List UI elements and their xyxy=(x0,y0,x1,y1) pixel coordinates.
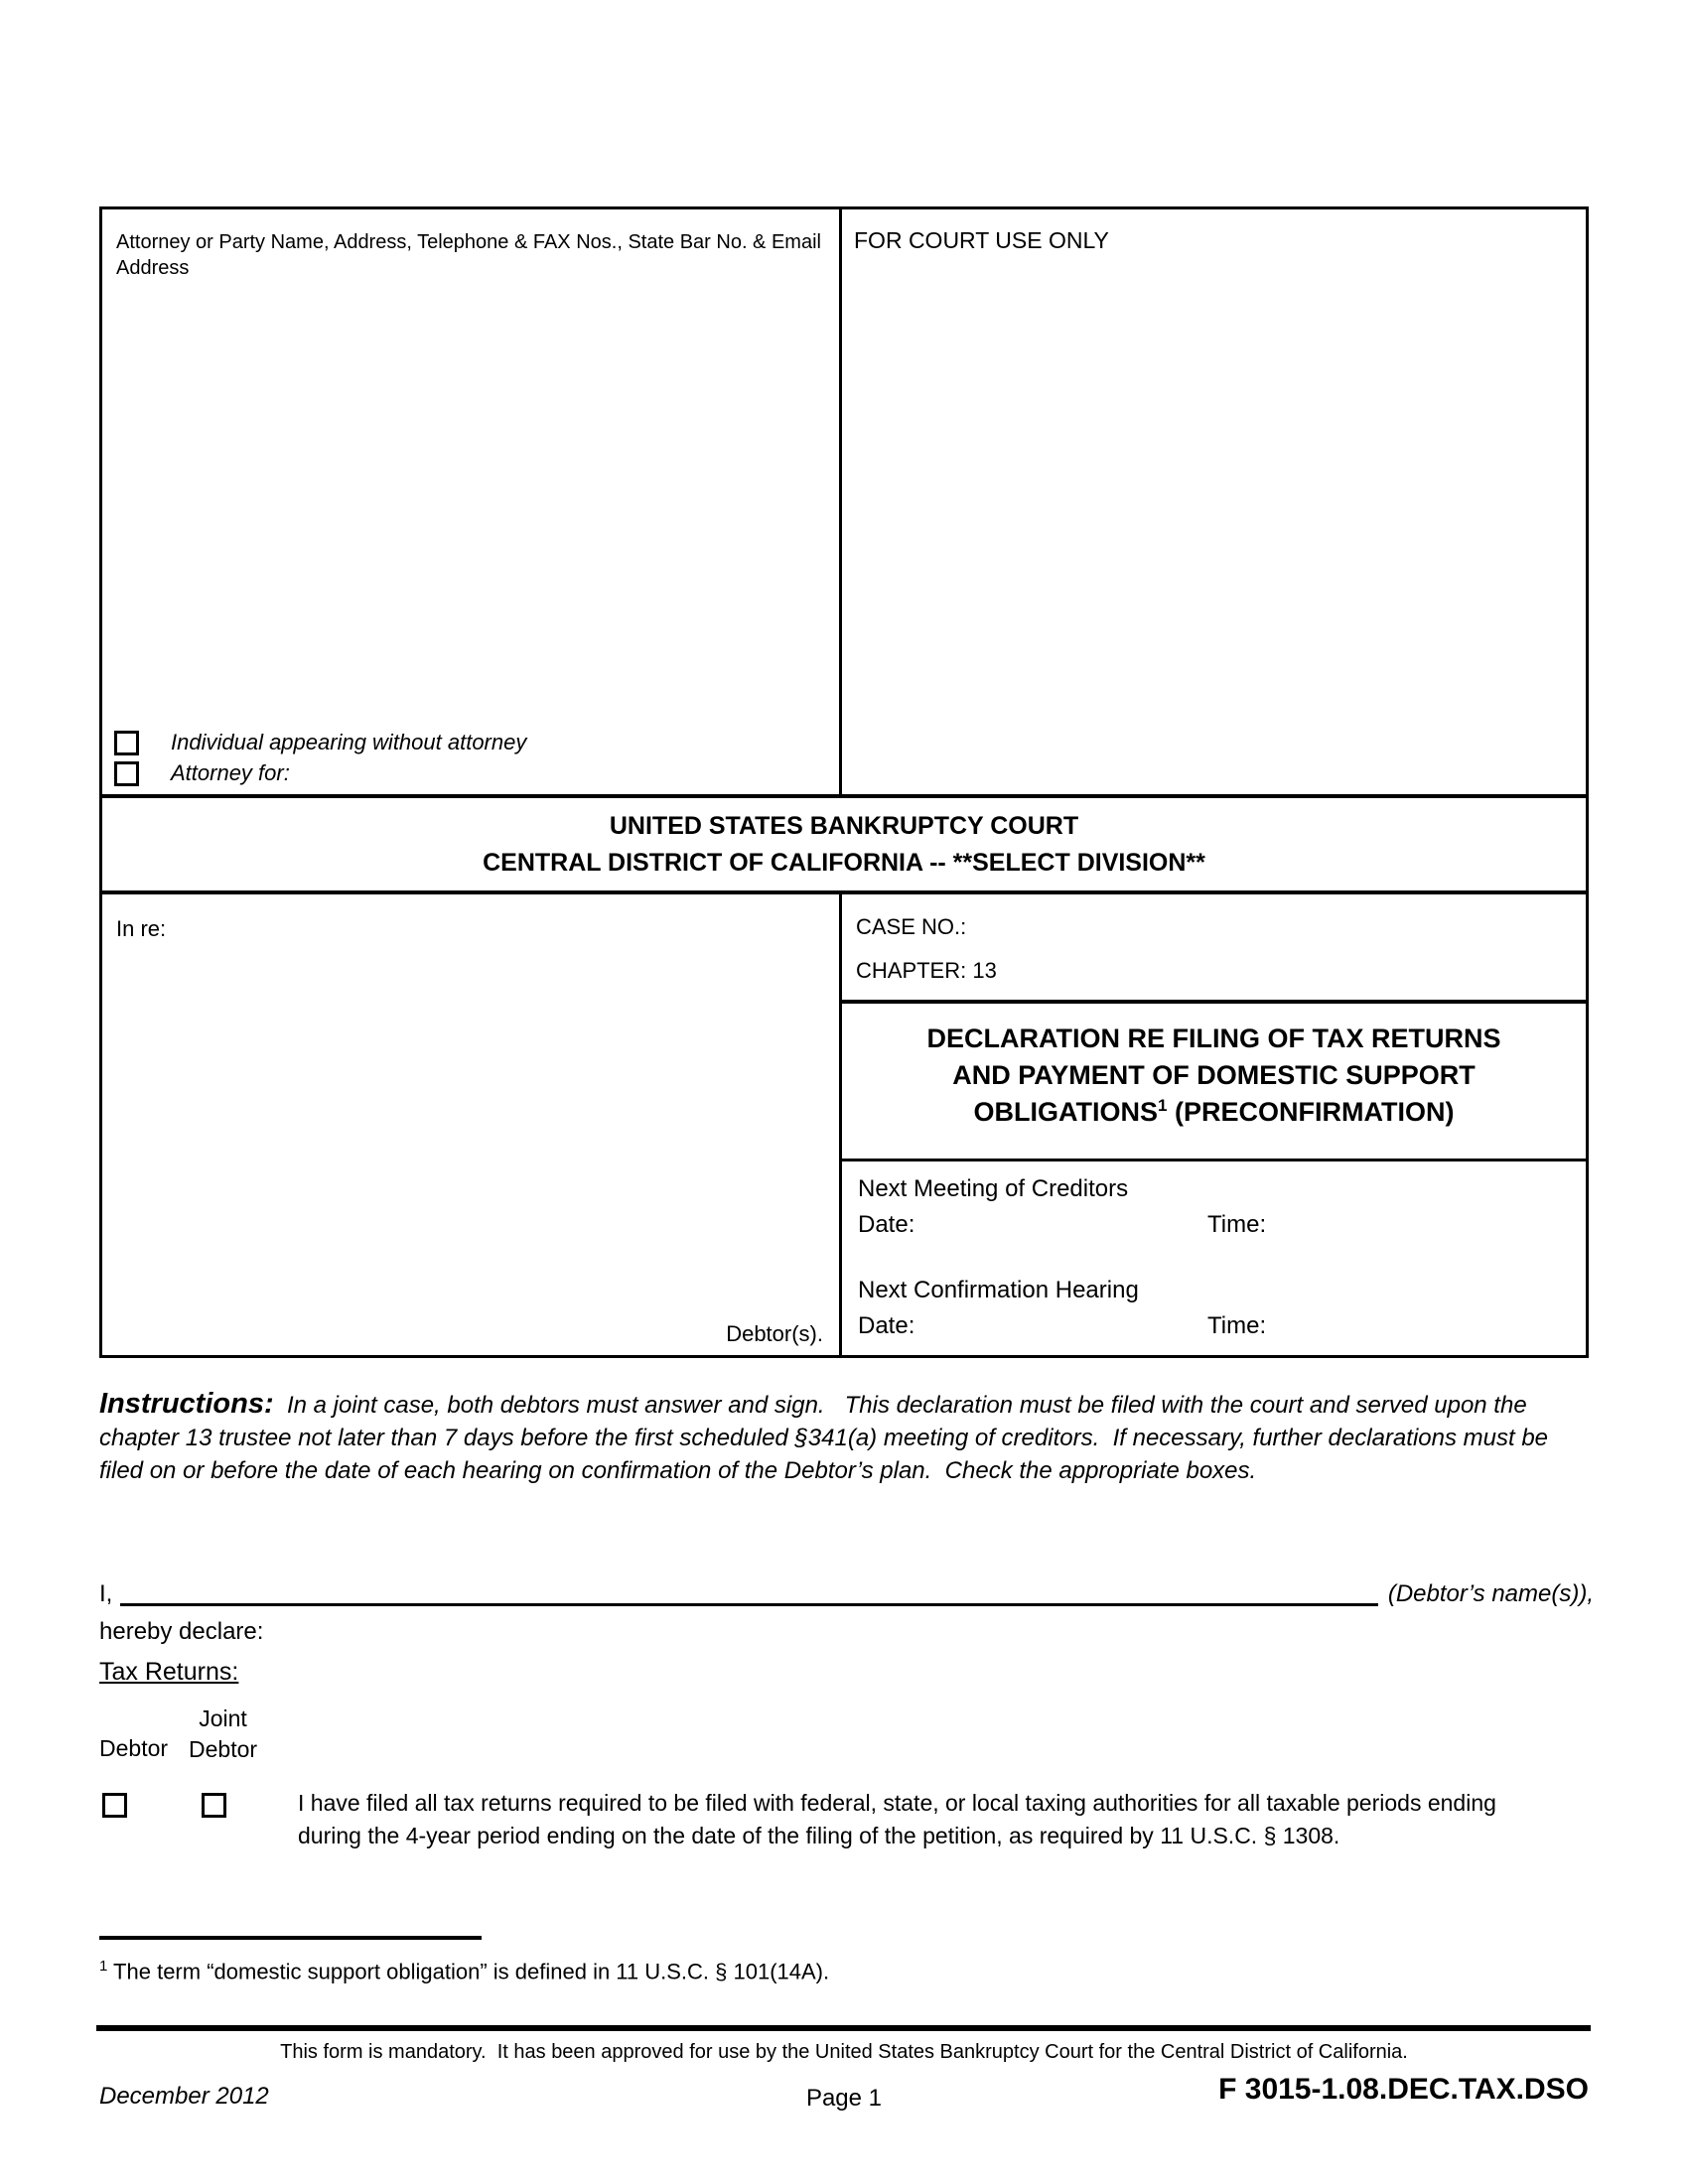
attorney-for-label: Attorney for: xyxy=(171,760,290,785)
court-name-line2: CENTRAL DISTRICT OF CALIFORNIA -- **SELECT DIVISION** xyxy=(483,849,1205,877)
joint-debtor-header-line1: Joint xyxy=(199,1706,247,1731)
next-hearing-label: Next Confirmation Hearing xyxy=(858,1277,1139,1303)
court-name-cell xyxy=(102,794,1586,890)
mandatory-notice: This form is mandatory. It has been approved for use by the United States Bankruptcy Court for the Central District of California. xyxy=(280,2041,1408,2063)
individual-appearing-checkbox[interactable] xyxy=(114,731,139,755)
attorney-info-cell xyxy=(102,209,842,794)
footnote-separator xyxy=(99,1936,482,1940)
debtor-taxreturn-checkbox[interactable] xyxy=(102,1793,127,1818)
caption-table xyxy=(99,206,1589,1358)
for-court-use-cell xyxy=(842,209,1586,794)
footer-page-number: Page 1 xyxy=(805,2085,883,2112)
court-name-line1: UNITED STATES BANKRUPTCY COURT xyxy=(609,812,1079,840)
footnote-number: 1 xyxy=(99,1958,108,1975)
footnote-text: The term “domestic support obligation” is defined in 11 U.S.C. § 101(14A). xyxy=(107,1959,830,1984)
spacer xyxy=(858,1241,1570,1277)
hearing-info-cell xyxy=(842,1159,1586,1355)
attorney-for-checkbox[interactable] xyxy=(114,761,139,786)
meeting-time-label: Time: xyxy=(1207,1211,1267,1238)
form-title-cell xyxy=(842,1000,1586,1159)
for-court-use-label: FOR COURT USE ONLY xyxy=(854,227,1109,253)
case-number-cell xyxy=(842,890,1586,1000)
attorney-for-row xyxy=(114,760,526,786)
meeting-date-label: Date: xyxy=(858,1211,915,1238)
debtors-label: Debtor(s). xyxy=(726,1321,823,1346)
case-no-label: CASE NO.: xyxy=(856,914,967,939)
in-re-label: In re: xyxy=(116,916,167,941)
hearing-date-row xyxy=(858,1312,1570,1342)
individual-appearing-label: Individual appearing without attorney xyxy=(171,730,527,754)
hearing-time-label: Time: xyxy=(1207,1312,1267,1339)
debtor-name-input[interactable] xyxy=(120,1576,1377,1606)
form-title-line3-suffix: (PRECONFIRMATION) xyxy=(1167,1097,1455,1127)
taxreturn-statement: I have filed all tax returns required to be filed with federal, state, or local taxing authorities for all taxable periods ending during the 4-year period ending on the date of the filing of the petition, as required by 11 U.S.C. § 1308. xyxy=(298,1790,1496,1848)
instructions-heading: Instructions: xyxy=(99,1388,274,1420)
form-title-line3 xyxy=(862,1094,1566,1131)
footnote-reference: 1 xyxy=(1158,1096,1168,1115)
i-label: I, xyxy=(99,1580,113,1607)
form-title-line2: AND PAYMENT OF DOMESTIC SUPPORT xyxy=(952,1060,1476,1090)
in-re-cell xyxy=(102,890,842,1355)
footer-rule xyxy=(96,2025,1591,2031)
joint-debtor-taxreturn-checkbox[interactable] xyxy=(202,1793,226,1818)
joint-debtor-column-header xyxy=(189,1704,257,1765)
hearing-date-label: Date: xyxy=(858,1312,915,1339)
joint-debtor-header-line2: Debtor xyxy=(189,1736,258,1762)
tax-returns-heading: Tax Returns: xyxy=(99,1658,239,1686)
footer-date: December 2012 xyxy=(99,2083,269,2110)
debtor-name-hint: (Debtor’s name(s)), xyxy=(1387,1580,1594,1607)
attorney-info-label: Attorney or Party Name, Address, Telephone & FAX Nos., State Bar No. & Email Address xyxy=(116,231,821,279)
chapter-label: CHAPTER: 13 xyxy=(856,958,997,983)
meeting-date-row xyxy=(858,1211,1570,1241)
declarant-line xyxy=(99,1576,1594,1608)
hereby-declare-label: hereby declare: xyxy=(99,1618,264,1645)
instructions-text: In a joint case, both debtors must answer and sign. This declaration must be filed with the court and served upon the chapter 13 trustee not later than 7 days before the first scheduled §341(a) meeting of creditors. If necessary, further declarations must be filed on or before the date of each hearing on confirmation of the Debtor’s plan. Check the appropriate boxes. xyxy=(99,1392,1555,1484)
individual-appearing-row xyxy=(114,730,526,755)
next-meeting-label: Next Meeting of Creditors xyxy=(858,1175,1129,1202)
footnote xyxy=(99,1958,1489,1984)
debtor-column-header: Debtor xyxy=(99,1735,169,1761)
instructions-block xyxy=(99,1388,1594,1487)
form-title-line3-text: OBLIGATIONS xyxy=(973,1097,1159,1127)
appearance-checkboxes xyxy=(114,725,526,786)
form-title-line1: DECLARATION RE FILING OF TAX RETURNS xyxy=(926,1024,1501,1053)
footer-form-number: F 3015-1.08.DEC.TAX.DSO xyxy=(1218,2073,1589,2106)
